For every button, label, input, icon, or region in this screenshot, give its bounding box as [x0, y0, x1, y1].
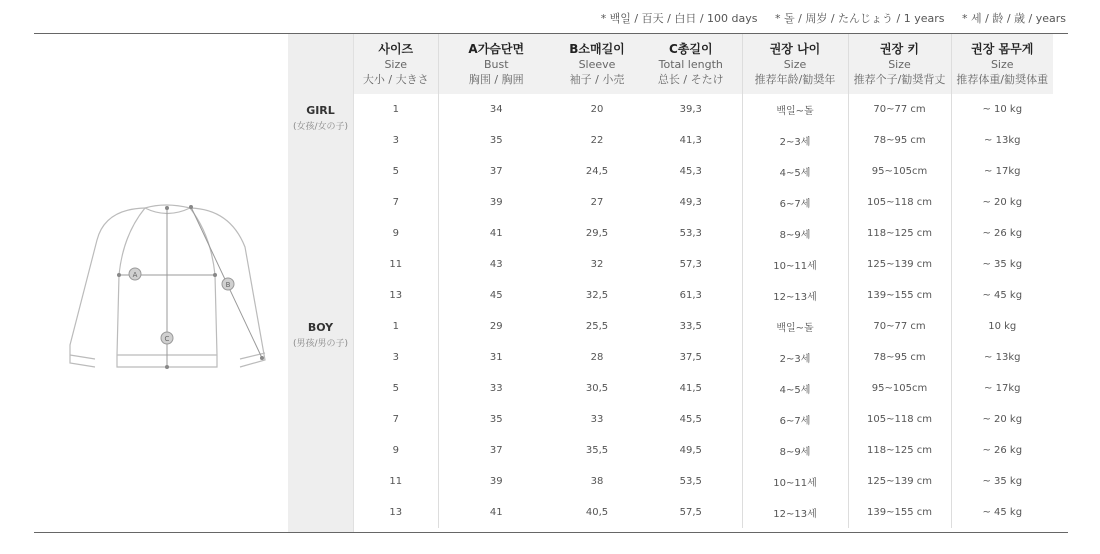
- cell-recommended-height: 70~77 cm: [848, 311, 951, 342]
- cell-recommended-weight: ~ 45 kg: [982, 290, 1023, 301]
- cell-size: 9: [354, 218, 438, 249]
- header-total-length-ko: C총길이: [668, 41, 713, 56]
- cell-total-length: 41,3: [640, 125, 742, 156]
- cell-bust: 35: [489, 414, 503, 425]
- cell-total-length: 61,3: [640, 280, 742, 311]
- cell-sleeve: 32: [590, 259, 604, 270]
- svg-text:B: B: [225, 281, 231, 289]
- note-100days: * 백일 / 百天 / 白日 / 100 days: [600, 12, 758, 25]
- cell-recommended-height: 125~139 cm: [848, 249, 951, 280]
- cell-recommended-age: 8~9세: [742, 435, 848, 466]
- group-boy-sublabel: (男孩/男の子): [292, 339, 349, 349]
- cell-bust: 43: [489, 259, 503, 270]
- header-recommended-weight: [951, 34, 1053, 94]
- cell-bust: 37: [489, 445, 503, 456]
- cell-size: 13: [354, 497, 438, 528]
- header-recommended-age-ko: 권장 나이: [769, 41, 821, 56]
- cell-recommended-weight: ~ 17kg: [984, 383, 1021, 394]
- cell-sleeve: 29,5: [585, 228, 609, 239]
- cell-recommended-age: 4~5세: [742, 156, 848, 187]
- cell-sleeve: 32,5: [585, 290, 609, 301]
- table-row: [354, 218, 1053, 249]
- cell-recommended-weight: ~ 35 kg: [982, 476, 1023, 487]
- cell-size: 11: [354, 466, 438, 497]
- cell-recommended-age: 12~13세: [742, 497, 848, 528]
- cell-recommended-age: 백일~돌: [742, 94, 848, 125]
- header-recommended-weight-en: Size: [990, 57, 1014, 71]
- cell-total-length: 45,5: [640, 404, 742, 435]
- cell-recommended-age: 6~7세: [742, 187, 848, 218]
- header-recommended-age-en: Size: [783, 57, 807, 71]
- header-recommended-height-ko: 권장 키: [880, 41, 919, 56]
- cell-recommended-weight: ~ 35 kg: [982, 259, 1023, 270]
- cell-recommended-age: 12~13세: [742, 280, 848, 311]
- table-row: [354, 342, 1053, 373]
- table-row: [354, 249, 1053, 280]
- table-row: [354, 466, 1053, 497]
- cell-recommended-age: 10~11세: [742, 249, 848, 280]
- cell-recommended-weight: ~ 13kg: [984, 352, 1021, 363]
- cell-sleeve: 20: [590, 104, 604, 115]
- header-size-ko: 사이즈: [378, 41, 414, 56]
- header-total-length-zh: 总长 / そたけ: [657, 72, 724, 86]
- header-size-zh: 大小 / 大きさ: [362, 72, 429, 86]
- cell-recommended-height: 70~77 cm: [848, 94, 951, 125]
- cell-sleeve: 35,5: [585, 445, 609, 456]
- cell-size: 7: [354, 187, 438, 218]
- group-boy-label: BOY: [307, 321, 334, 334]
- header-recommended-age-zh: 推荐年龄/勧奨年: [754, 72, 836, 86]
- header-sleeve: [554, 34, 640, 94]
- cell-total-length: 45,3: [640, 156, 742, 187]
- table-row: [354, 280, 1053, 311]
- cell-recommended-age: 2~3세: [742, 125, 848, 156]
- header-recommended-height-zh: 推荐个子/勧奨背丈: [853, 72, 946, 86]
- table-row: [354, 497, 1053, 528]
- cell-recommended-height: 105~118 cm: [848, 187, 951, 218]
- table-row: [354, 94, 1053, 125]
- cell-total-length: 53,5: [640, 466, 742, 497]
- cell-recommended-height: 78~95 cm: [848, 342, 951, 373]
- cell-recommended-weight: ~ 26 kg: [982, 445, 1023, 456]
- cell-recommended-height: 78~95 cm: [848, 125, 951, 156]
- cell-bust: 29: [489, 321, 503, 332]
- header-sleeve-zh: 袖子 / 小売: [569, 72, 625, 86]
- group-girl: [288, 104, 353, 132]
- cell-sleeve: 33: [590, 414, 604, 425]
- cell-total-length: 57,5: [640, 497, 742, 528]
- cell-size: 1: [354, 311, 438, 342]
- svg-text:C: C: [164, 335, 170, 343]
- header-recommended-weight-zh: 推荐体重/勧奨体重: [956, 72, 1049, 86]
- sweater-measurement-illustration: [55, 195, 285, 385]
- header-size: [354, 34, 438, 94]
- cell-recommended-height: 139~155 cm: [848, 280, 951, 311]
- cell-recommended-age: 백일~돌: [742, 311, 848, 342]
- header-sleeve-en: Sleeve: [578, 57, 616, 71]
- cell-size: 11: [354, 249, 438, 280]
- cell-recommended-age: 6~7세: [742, 404, 848, 435]
- header-row: [354, 34, 1053, 94]
- cell-bust: 34: [489, 104, 503, 115]
- table-row: [354, 187, 1053, 218]
- cell-recommended-age: 10~11세: [742, 466, 848, 497]
- marker-a: [129, 268, 141, 280]
- cell-recommended-weight: ~ 45 kg: [982, 507, 1023, 518]
- cell-sleeve: 28: [590, 352, 604, 363]
- marker-c: [161, 332, 173, 344]
- cell-bust: 41: [489, 228, 503, 239]
- header-bust-en: Bust: [483, 57, 509, 71]
- cell-recommended-height: 139~155 cm: [848, 497, 951, 528]
- cell-size: 3: [354, 342, 438, 373]
- cell-total-length: 53,3: [640, 218, 742, 249]
- cell-recommended-weight: ~ 26 kg: [982, 228, 1023, 239]
- cell-recommended-height: 95~105cm: [848, 373, 951, 404]
- header-total-length: [640, 34, 742, 94]
- cell-total-length: 39,3: [640, 94, 742, 125]
- table-row: [354, 373, 1053, 404]
- header-recommended-weight-ko: 권장 몸무게: [971, 41, 1034, 56]
- cell-recommended-age: 8~9세: [742, 218, 848, 249]
- table-row: [354, 156, 1053, 187]
- cell-bust: 39: [489, 476, 503, 487]
- table-row: [354, 125, 1053, 156]
- cell-size: 13: [354, 280, 438, 311]
- header-recommended-height: [848, 34, 951, 94]
- cell-bust: 41: [489, 507, 503, 518]
- cell-size: 1: [354, 94, 438, 125]
- header-bust-zh: 胸围 / 胸囲: [468, 72, 524, 86]
- cell-bust: 35: [489, 135, 503, 146]
- header-recommended-height-en: Size: [888, 57, 911, 71]
- group-label-column: [288, 34, 354, 532]
- note-1year: * 돌 / 周岁 / たんじょう / 1 years: [775, 12, 945, 25]
- marker-b: [222, 278, 234, 290]
- cell-recommended-height: 105~118 cm: [848, 404, 951, 435]
- header-bust: [438, 34, 554, 94]
- cell-bust: 37: [489, 166, 503, 177]
- group-boy: [288, 321, 353, 349]
- cell-recommended-weight: ~ 20 kg: [982, 414, 1023, 425]
- header-recommended-age: [742, 34, 848, 94]
- cell-total-length: 37,5: [640, 342, 742, 373]
- cell-recommended-weight: ~ 20 kg: [982, 197, 1023, 208]
- size-table: [354, 34, 1053, 528]
- cell-total-length: 41,5: [640, 373, 742, 404]
- cell-bust: 45: [489, 290, 503, 301]
- cell-bust: 31: [489, 352, 503, 363]
- cell-sleeve: 40,5: [585, 507, 609, 518]
- cell-size: 5: [354, 373, 438, 404]
- cell-total-length: 49,3: [640, 187, 742, 218]
- units-note: [560, 10, 1066, 26]
- cell-total-length: 49,5: [640, 435, 742, 466]
- cell-sleeve: 30,5: [585, 383, 609, 394]
- svg-text:A: A: [132, 271, 138, 279]
- cell-size: 7: [354, 404, 438, 435]
- header-size-en: Size: [384, 57, 408, 71]
- cell-recommended-height: 118~125 cm: [848, 218, 951, 249]
- cell-recommended-weight: ~ 10 kg: [982, 104, 1023, 115]
- cell-total-length: 33,5: [640, 311, 742, 342]
- note-years: * 세 / 龄 / 歳 / years: [962, 12, 1066, 25]
- cell-recommended-height: 95~105cm: [848, 156, 951, 187]
- table-row: [354, 435, 1053, 466]
- cell-sleeve: 22: [590, 135, 604, 146]
- cell-recommended-height: 118~125 cm: [848, 435, 951, 466]
- cell-sleeve: 27: [590, 197, 604, 208]
- header-bust-ko: A가슴단면: [468, 41, 525, 56]
- cell-size: 3: [354, 125, 438, 156]
- cell-sleeve: 25,5: [585, 321, 609, 332]
- cell-recommended-weight: ~ 17kg: [984, 166, 1021, 177]
- header-sleeve-ko: B소매길이: [569, 41, 625, 56]
- table-row: [354, 404, 1053, 435]
- cell-recommended-height: 125~139 cm: [848, 466, 951, 497]
- cell-bust: 33: [489, 383, 503, 394]
- cell-size: 9: [354, 435, 438, 466]
- cell-bust: 39: [489, 197, 503, 208]
- cell-sleeve: 38: [590, 476, 604, 487]
- header-total-length-en: Total length: [658, 57, 723, 71]
- cell-size: 5: [354, 156, 438, 187]
- cell-recommended-age: 4~5세: [742, 373, 848, 404]
- cell-recommended-weight: 10 kg: [988, 321, 1017, 332]
- cell-sleeve: 24,5: [585, 166, 609, 177]
- bottom-divider: [34, 532, 1068, 533]
- cell-recommended-age: 2~3세: [742, 342, 848, 373]
- cell-recommended-weight: ~ 13kg: [984, 135, 1021, 146]
- group-girl-label: GIRL: [306, 104, 335, 117]
- cell-total-length: 57,3: [640, 249, 742, 280]
- group-girl-sublabel: (女孩/女の子): [292, 122, 349, 132]
- table-row: [354, 311, 1053, 342]
